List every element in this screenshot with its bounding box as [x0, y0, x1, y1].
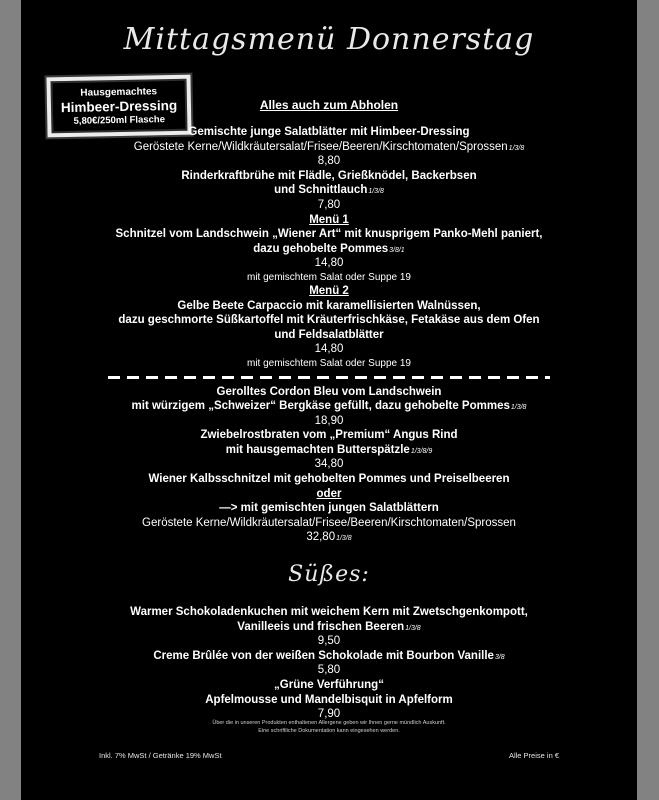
menu-lines: [21, 125, 637, 722]
menu-line-text: oder: [316, 487, 342, 500]
menu-item-line: [21, 678, 637, 693]
menu-price-line: [21, 634, 637, 649]
menu-line-text: dazu geschmorte Süßkartoffel mit Kräuterfrischkäse, Fetakäse aus dem Ofen: [118, 314, 540, 327]
menu-line-text: Wiener Kalbsschnitzel mit gehobelten Pommes und Preiselbeeren: [148, 473, 510, 486]
menu-item-line: [21, 242, 637, 257]
footer-vat-note: Inkl. 7% MwSt / Getränke 19% MwSt: [99, 751, 222, 760]
menu-item-line: [21, 516, 637, 531]
allergen-codes: 1/3/8: [508, 144, 525, 152]
menu-item-line: [21, 428, 637, 443]
menu-line-text: Schnitzel vom Landschwein „Wiener Art“ mit knusprigem Panko-Mehl paniert,: [115, 228, 543, 241]
menu-footer: [21, 751, 637, 760]
menu-line-text: Zwiebelrostbraten vom „Premium“ Angus Rind: [200, 429, 458, 442]
menu-item-line: [21, 693, 637, 708]
menu-item-line: [21, 140, 637, 155]
menu-title: Mittagsmenü Donnerstag: [123, 22, 535, 57]
menu-item-line: [21, 328, 637, 343]
allergen-codes: 1/3/8: [510, 404, 527, 412]
menu-line-text: Menü 1: [309, 213, 349, 226]
menu-line-text: Gelbe Beete Carpaccio mit karamellisierten Walnüssen,: [177, 299, 481, 312]
menu-line-text: 8,80: [317, 155, 341, 168]
menu-price-line: [21, 414, 637, 429]
menu-line-text: mit gemischtem Salat oder Suppe 19: [247, 357, 411, 369]
menu-price-line: [21, 256, 637, 271]
menu-price-line: [21, 457, 637, 472]
menu-line-text: 18,90: [314, 414, 344, 427]
menu-note-line: [21, 357, 637, 370]
menu-line-text: Warmer Schokoladenkuchen mit weichem Kern mit Zwetschgenkompott,: [130, 606, 528, 619]
menu-heading-line: [21, 213, 637, 228]
menu-item-line: [21, 183, 637, 198]
menu-line-text: Apfelmousse und Mandelbisquit in Apfelform: [205, 693, 453, 706]
menu-line-text: Vanilleeis und frischen Beeren: [237, 620, 405, 633]
menu-line-text: mit gemischtem Salat oder Suppe 19: [247, 271, 411, 283]
menu-item-line: [21, 472, 637, 487]
menu-line-text: Geröstete Kerne/Wildkräutersalat/Frisee/Beeren/Kirschtomaten/Sprossen: [142, 516, 516, 529]
footer-currency-note: Alle Preise in €: [508, 751, 559, 760]
menu-item-line: [21, 385, 637, 400]
allergen-codes: 3/8: [494, 653, 505, 661]
allergen-codes: 1/3/8/9: [410, 447, 433, 455]
menu-item-line: [21, 620, 637, 635]
menu-line-text: Menü 2: [309, 284, 349, 297]
menu-line-text: Creme Brûlée von der weißen Schokolade mit Bourbon Vanille: [153, 649, 494, 662]
menu-line-text: dazu gehobelte Pommes: [253, 242, 389, 255]
menu-subtitle: Alles auch zum Abholen: [259, 98, 399, 112]
menu-line-text: 9,50: [317, 635, 341, 648]
allergen-codes: 1/3/8: [368, 188, 384, 196]
menu-line-text: 5,80: [317, 664, 341, 677]
menu-line-text: 34,80: [314, 458, 344, 471]
menu-line-text: Gemischte junge Salatblätter mit Himbeer-Dressing: [188, 126, 470, 138]
menu-price-line: [21, 342, 637, 357]
menu-item-line: [21, 649, 637, 664]
dessert-section-heading: [21, 545, 637, 605]
promo-line-1: Hausgemachtes: [80, 86, 158, 99]
dashed-divider-bar: [108, 376, 550, 379]
menu-item-line: [21, 399, 637, 414]
menu-note-line: [21, 271, 637, 284]
menu-line-text: 14,80: [314, 257, 344, 270]
menu-line-text: und Schnittlauch: [274, 184, 368, 197]
menu-price-line: [21, 198, 637, 213]
menu-line-text: 7,90: [317, 708, 341, 721]
menu-line-text: Süßes:: [288, 562, 370, 588]
menu-line-text: 7,80: [317, 198, 341, 211]
menu-item-line: [21, 227, 637, 242]
menu-divider: [21, 370, 637, 385]
promo-line-3: 5,80€/250ml Flasche: [73, 114, 166, 127]
menu-line-text: Rinderkraftbrühe mit Flädle, Grießknödel, Backerbsen: [181, 169, 477, 182]
menu-line-text: mit würzigem „Schweizer“ Bergkäse gefüllt, dazu gehobelte Pommes: [131, 400, 510, 413]
menu-line-text: Geröstete Kerne/Wildkräutersalat/Frisee/Beeren/Kirschtomaten/Sprossen: [133, 140, 508, 153]
allergen-codes: 3/8/1: [389, 246, 405, 254]
allergen-note-line-2: Eine schriftliche Dokumentation kann eingesehen werden.: [258, 728, 400, 734]
menu-price-line: [21, 530, 637, 545]
allergen-codes: 1/3/8: [336, 535, 352, 543]
menu-item-line: [21, 605, 637, 620]
menu-item-line: [21, 125, 637, 140]
menu-item-line: [21, 443, 637, 458]
menu-price-line: [21, 154, 637, 169]
allergen-codes: 1/3/8: [405, 624, 421, 632]
menu-page: [21, 0, 637, 800]
menu-line-text: mit hausgemachten Butterspätzle: [225, 443, 410, 456]
menu-line-text: 14,80: [314, 343, 344, 356]
menu-heading-line: [21, 284, 637, 299]
allergen-note-line-1: Über die in unseren Produkten enthaltenen Allergene geben wir Ihnen gerne mündlich Auskunft.: [212, 720, 446, 726]
menu-heading-line: [21, 487, 637, 502]
menu-price-line: [21, 663, 637, 678]
allergen-note: [21, 719, 637, 735]
menu-line-text: 32,80: [306, 531, 336, 544]
menu-item-line: [21, 169, 637, 184]
menu-line-text: und Feldsalatblätter: [274, 328, 384, 341]
promo-line-2: Himbeer-Dressing: [60, 97, 178, 116]
menu-line-text: Gerolltes Cordon Bleu vom Landschwein: [216, 385, 442, 398]
menu-item-line: [21, 299, 637, 314]
menu-line-text: „Grüne Verführung“: [274, 679, 384, 691]
menu-item-line: [21, 501, 637, 516]
menu-line-text: —> mit gemischten jungen Salatblättern: [219, 502, 439, 515]
menu-item-line: [21, 313, 637, 328]
